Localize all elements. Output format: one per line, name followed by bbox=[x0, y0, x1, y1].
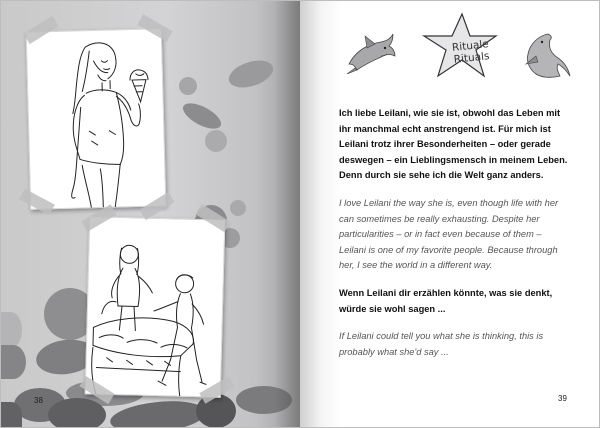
page-number-right: 39 bbox=[558, 394, 567, 403]
badge-line-english: Rituals bbox=[453, 50, 491, 66]
page-number-left: 38 bbox=[34, 396, 43, 405]
decorative-blob bbox=[230, 200, 246, 216]
paragraph-german-1: Ich liebe Leilani, wie sie ist, obwohl das Leben mit ihr manchmal echt anstrengend ist. Für mich ist Leilani trotz ihrer Besonderheiten – oder gerade deswegen – ein Lieblingsmensch in meinem Leben. Denn durch sie sehe ich die Welt ganz anders. bbox=[339, 108, 568, 180]
decorative-blob bbox=[0, 312, 22, 348]
spine-shadow bbox=[274, 0, 300, 428]
decorative-blob bbox=[205, 130, 227, 152]
decorative-blob bbox=[225, 55, 276, 92]
dolphin-icon bbox=[518, 30, 572, 80]
badge-line-german: Rituale bbox=[451, 38, 490, 54]
decorative-blob bbox=[0, 345, 26, 379]
sketch-photo-ice-cream bbox=[26, 28, 167, 209]
right-page bbox=[300, 0, 600, 428]
decorative-blob bbox=[48, 398, 106, 428]
paragraph-german-2: Wenn Leilani dir erzählen könnte, was sie denkt, würde sie wohl sagen ... bbox=[339, 288, 553, 314]
dolphin-icon bbox=[345, 30, 397, 74]
decorative-blob bbox=[0, 402, 22, 428]
sketch-photo-children bbox=[85, 216, 226, 397]
decorative-blob bbox=[179, 77, 197, 95]
children-at-carousel-sketch bbox=[86, 217, 227, 398]
decorative-blob bbox=[179, 98, 225, 134]
paragraph-english-1: I love Leilani the way she is, even though life with her can sometimes be really exhausting. Despite her particularities – or in fact even because of them – Leilani is one of my favorite people. Because through her, I see the world in a different way. bbox=[339, 198, 559, 270]
girl-with-ice-cream-sketch bbox=[27, 29, 168, 210]
paragraph-english-2: If Leilani could tell you what she is thinking, this is probably what she'd say ... bbox=[339, 331, 544, 357]
